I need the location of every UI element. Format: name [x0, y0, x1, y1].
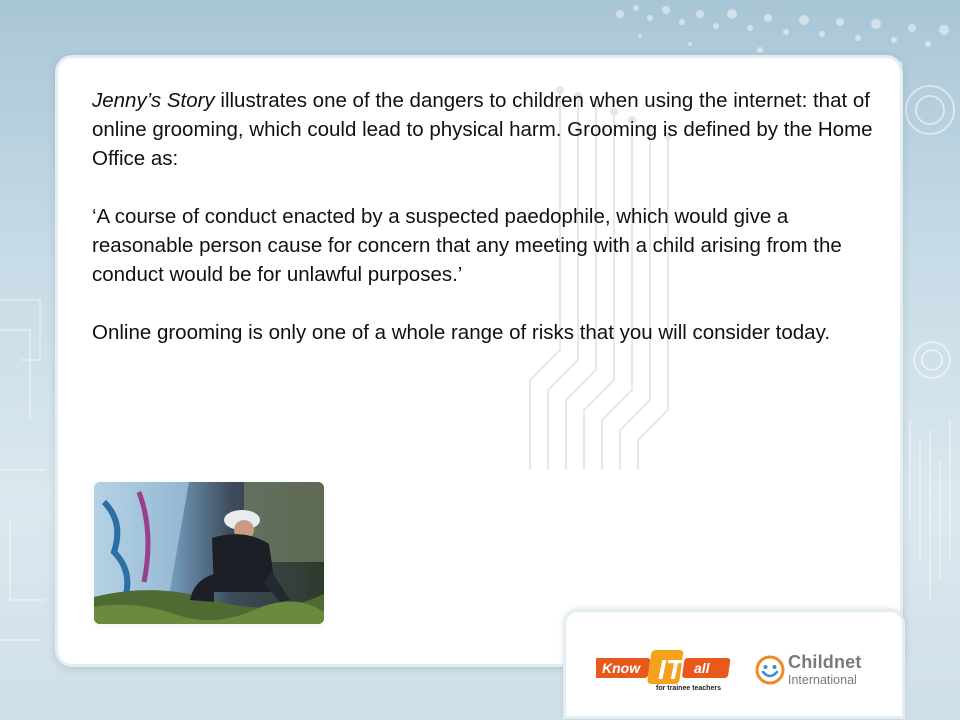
intro-paragraph — [92, 86, 882, 173]
intro-text: illustrates one of the dangers to children when using the internet: that of online grooming, which could lead to physical harm. Grooming is defined by the Home Office as: — [92, 89, 873, 170]
childnet-name: Childnet — [788, 652, 862, 672]
definition-quote: ‘A course of conduct enacted by a suspected paedophile, which would give a reasonable person cause for concern that any meeting with a child arising from the conduct would be for unlawful purposes.’ — [92, 205, 842, 286]
childnet-subtitle: International — [788, 673, 857, 687]
knowitall-subtitle: for trainee teachers — [656, 685, 721, 692]
closing-paragraph: Online grooming is only one of a whole range of risks that you will consider today. — [92, 321, 831, 344]
story-title: Jenny’s Story — [92, 89, 215, 112]
slide-text — [92, 86, 882, 347]
svg-text:IT: IT — [658, 654, 683, 685]
svg-text:all: all — [694, 660, 710, 676]
boy-against-graffiti-wall-photo — [94, 482, 324, 624]
svg-text:Know: Know — [602, 660, 641, 676]
childnet-smiley-icon — [754, 654, 786, 686]
